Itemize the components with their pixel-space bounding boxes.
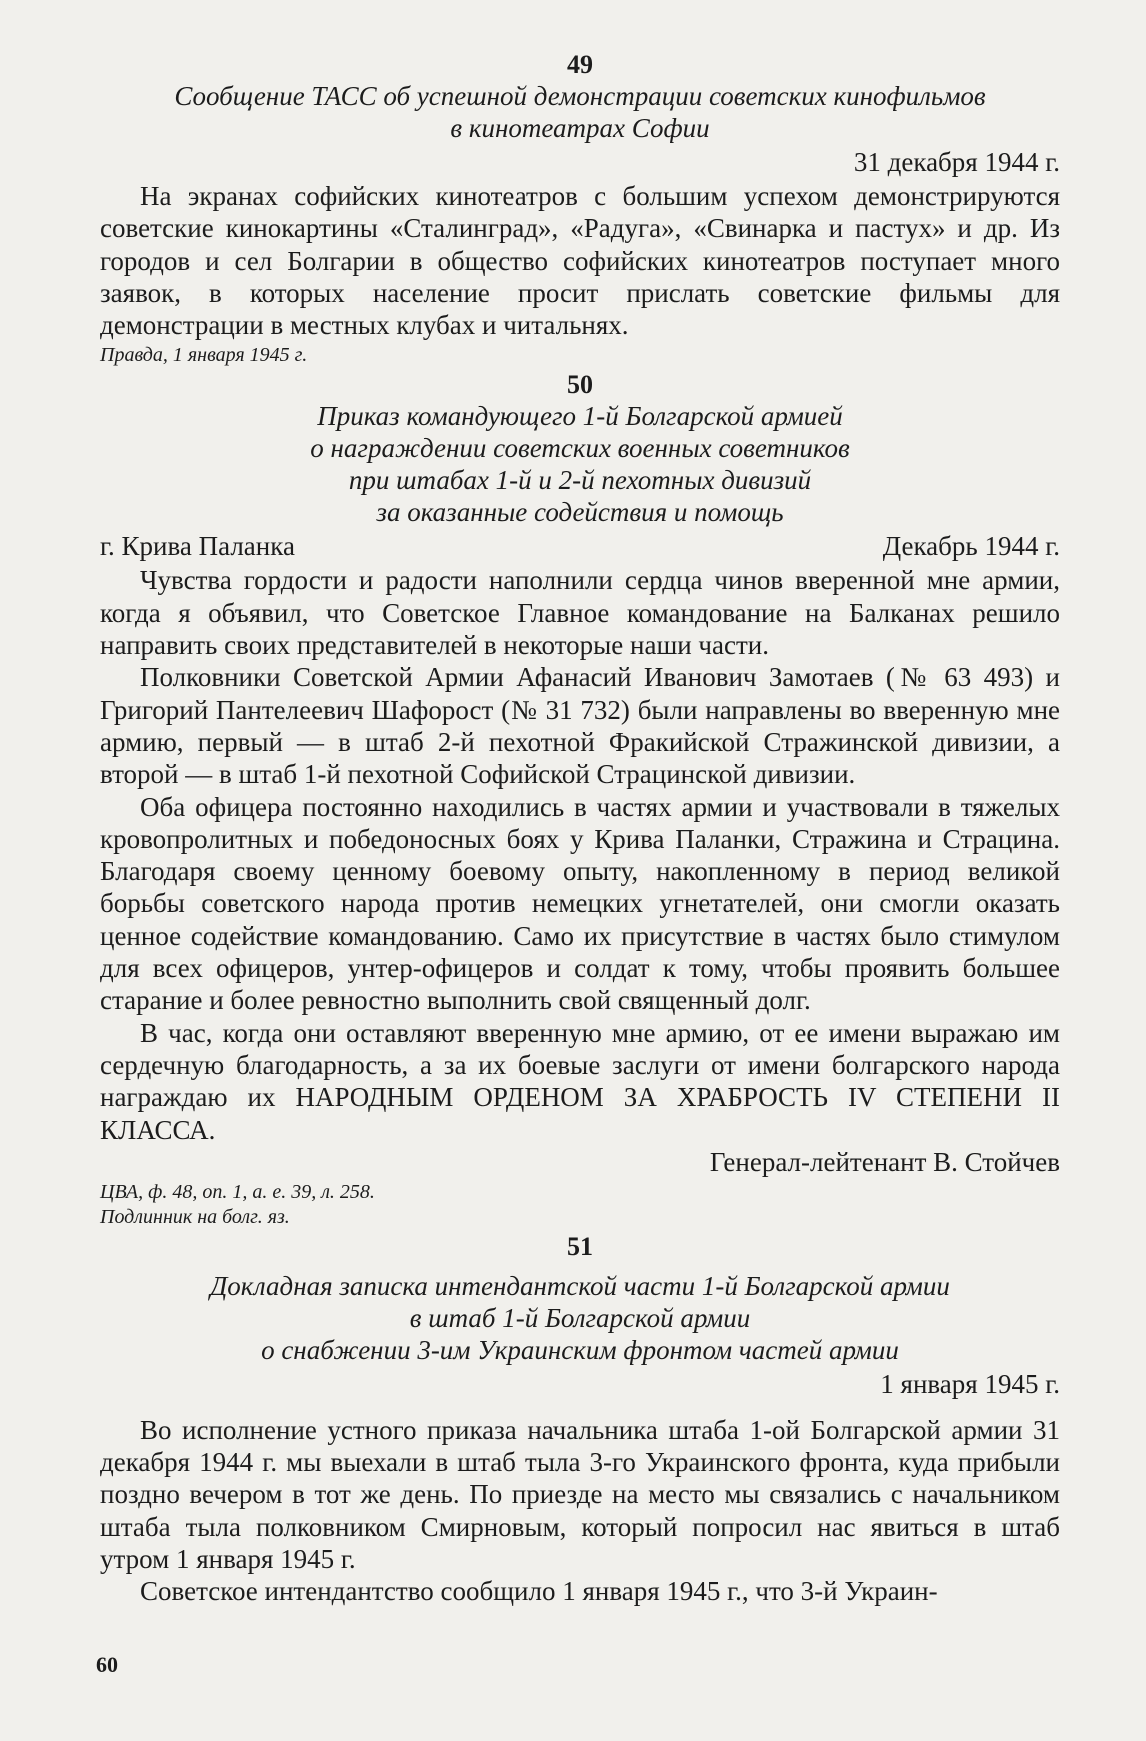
paragraph: Полковники Советской Армии Афанасий Иванович Замотаев (№ 63 493) и Григорий Пантелеевич Шафорост (№ 31 732) были направлены во вверенную мне армию, первый — в штаб 2-й пехотной Фракийской Стражинской дивизии, а второй — в штаб 1-й пехотной Софийской Страцинской дивизии. xyxy=(100,662,1060,790)
title-line: в кинотеатрах Софии xyxy=(450,113,710,143)
page-number: 60 xyxy=(96,1652,118,1677)
doc-date: Декабрь 1944 г. xyxy=(882,531,1060,562)
doc-title xyxy=(100,80,1060,144)
title-line: Приказ командующего 1-й Болгарской армией xyxy=(317,401,843,432)
source-note: Подлинник на болг. яз. xyxy=(100,1205,290,1228)
dateline xyxy=(100,530,1060,562)
paragraph: На экранах софийских кинотеатров с большим успехом демонстрируются советские кинокартины «Сталинград», «Радуга», «Свинарка и пастух» и др. Из городов и сел Болгарии в общество софийских кинотеатров поступает много заявок, в которых население просит прислать советские фильмы для демонстрации в местных клубах и читальнях. xyxy=(100,181,1060,341)
paragraph: Оба офицера постоянно находились в частях армии и участвовали в тяжелых кровопролитных и победоносных боях у Крива Паланки, Стражина и Страцина. Благодаря своему ценному боевому опыту, накопленному в период великой борьбы советского народа против немецких угнетателей, они смогли оказать ценное содействие командованию. Само их присутствие в частях было стимулом для всех офицеров, унтер-офицеров и солдат к тому, чтобы проявить большее старание и более ревностно выполнить свой священный долг. xyxy=(100,791,1060,1016)
title-line: Докладная записка интендантской части 1-й Болгарской армии xyxy=(210,1270,950,1301)
title-line: о награждении советских военных советников xyxy=(310,433,850,464)
doc-date: 31 декабря 1944 г. xyxy=(853,147,1060,177)
doc-number: 50 xyxy=(567,370,593,400)
paragraph: Советское интендантство сообщило 1 января 1945 г., что 3-й Украин- xyxy=(140,1576,938,1607)
source-note: ЦВА, ф. 48, оп. 1, а. е. 39, л. 258. xyxy=(100,1180,375,1203)
title-line: при штабах 1-й и 2-й пехотных дивизий xyxy=(348,465,812,496)
dateline xyxy=(100,1368,1060,1400)
dateline xyxy=(100,146,1060,178)
doc-number: 51 xyxy=(567,1231,593,1261)
title-line: в штаб 1-й Болгарской армии xyxy=(409,1302,751,1333)
paragraph: Чувства гордости и радости наполнили сердца чинов вверенной мне армии, когда я объявил, что Советское Главное командование на Балканах решило направить своих представителей в некоторые наши части. xyxy=(100,565,1060,661)
paragraph: В час, когда они оставляют вверенную мне армию, от ее имени выражаю им сердечную благодарность, а за их боевые заслуги от имени болгарского народа награждаю их НАРОДНЫМ ОРДЕНОМ ЗА ХРАБРОСТЬ IV СТЕПЕНИ II КЛАССА. xyxy=(100,1017,1060,1145)
doc-title xyxy=(100,1270,1060,1366)
doc-title xyxy=(100,400,1060,528)
doc-date: 1 января 1945 г. xyxy=(880,1368,1060,1399)
signature: Генерал-лейтенант В. Стойчев xyxy=(709,1146,1060,1177)
title-line: за оказанные содействия и помощь xyxy=(376,497,784,528)
title-line: о снабжении 3-им Украинским фронтом частей армии xyxy=(261,1334,899,1365)
source-note: Правда, 1 января 1945 г. xyxy=(100,344,308,367)
title-line: Сообщение ТАСС об успешной демонстрации советских кинофильмов xyxy=(174,81,986,111)
doc-place: г. Крива Паланка xyxy=(100,531,295,562)
doc-number: 49 xyxy=(567,50,593,79)
paragraph: Во исполнение устного приказа начальника штаба 1-ой Болгарской армии 31 декабря 1944 г. мы выехали в штаб тыла 3-го Украинского фронта, куда прибыли поздно вечером в тот же день. По приезде на место мы связались с начальником штаба тыла полковником Смирновым, который попросил нас явиться в штаб утром 1 января 1945 г. xyxy=(100,1414,1060,1575)
page-body xyxy=(100,50,1060,1608)
